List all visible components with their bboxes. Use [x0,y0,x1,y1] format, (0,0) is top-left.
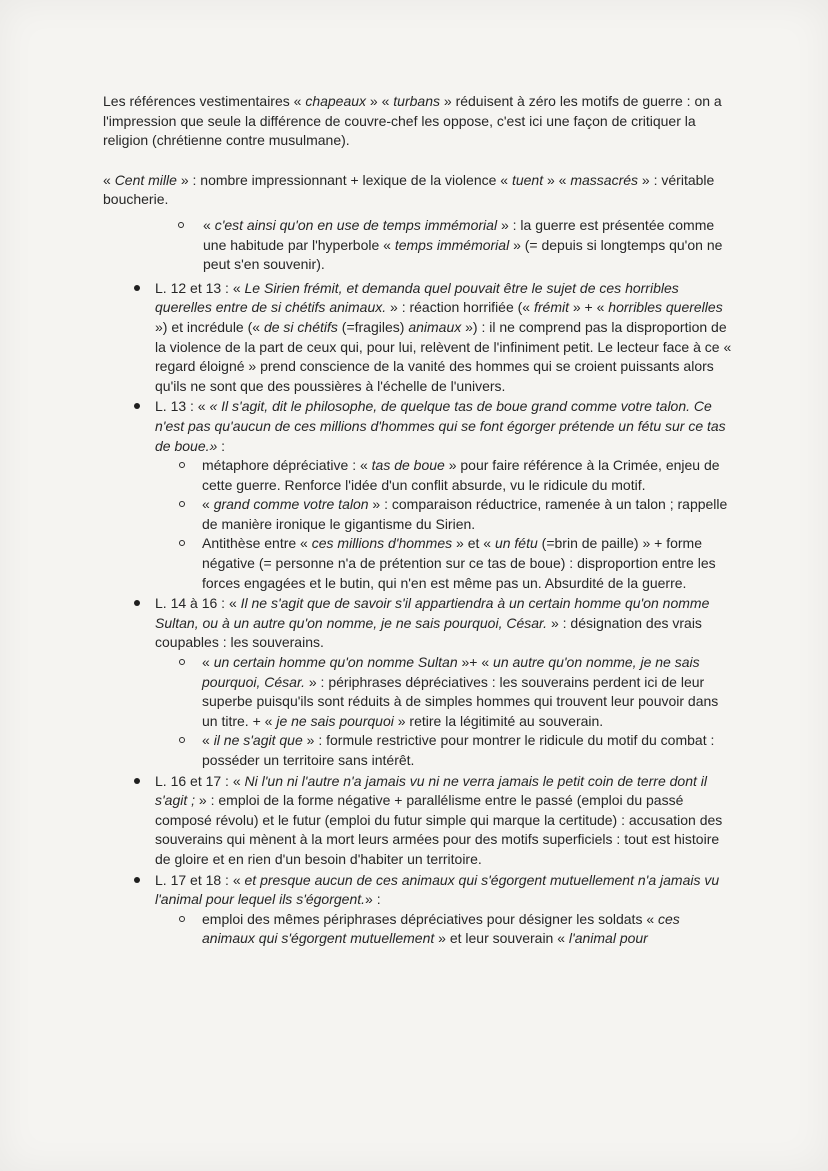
paragraph: « Cent mille » : nombre impressionnant + lexique de la violence « tuent » « massacrés » : véritable boucherie. [103,171,715,208]
sub-bullet-list [155,910,733,949]
sub-bullet-item [155,731,733,770]
sub-bullet-text: métaphore dépréciative : « tas de boue » pour faire référence à la Crimée, enjeu de cette guerre. Renforce l'idée d'un conflit absurde, vu le ridicule du motif. [202,457,720,493]
sub-bullet-text: « grand comme votre talon » : comparaison réductrice, ramenée à un talon ; rappelle de manière ironique le gigantisme du Sirien. [202,496,728,532]
bullet-item [103,871,733,949]
sub-bullet-text: « il ne s'agit que » : formule restrictive pour montrer le ridicule du motif du combat : posséder un territoire sans intérêt. [202,732,715,768]
filled-bullet-icon [134,778,140,784]
bullet-text: L. 13 : « « Il s'agit, dit le philosophe, de quelque tas de boue grand comme votre talon. Ce n'est pas qu'aucun de ces millions d'hommes qui se font égorger prétende un fétu sur ce tas de boue.» : [155,398,726,454]
sub-bullet-list [155,456,733,593]
paragraph: Les références vestimentaires « chapeaux » « turbans » réduisent à zéro les motifs de guerre : on a l'impression que seule la différence de couvre-chef les oppose, c'est ici une façon de critiquer la religion (chrétienne contre musulmane). [103,93,722,149]
bullet-text: L. 14 à 16 : « Il ne s'agit que de savoir s'il appartiendra à un certain homme qu'on nomme Sultan, ou à un autre qu'on nomme, je ne sais pourquoi, César. » : désignation des vrais coupables : les souverains. [155,595,710,651]
filled-bullet-icon [134,877,140,883]
document-body [103,92,733,950]
bullet-text: L. 16 et 17 : « Ni l'un ni l'autre n'a jamais vu ni ne verra jamais le petit coin de terre dont il s'agit ; » : emploi de la forme négative + parallélisme entre le passé (emploi du passé composé révolu) et le futur (emploi du futur simple qui marque la certitude) : accusation des souverains qui mènent à la mort leurs armées pour des motifs superficiels : tout est histoire de gloire et en rien d'un besoin d'habiter un territoire. [155,772,723,867]
bullet-text: L. 17 et 18 : « et presque aucun de ces animaux qui s'égorgent mutuellement n'a jamais vu l'animal pour lequel ils s'égorgent.» : [155,871,720,908]
sub-bullet-item [155,495,733,534]
hollow-bullet-icon [179,659,185,665]
bullet-item [103,279,733,397]
sub-bullet-list [155,653,733,771]
hollow-bullet-icon [179,462,185,468]
filled-bullet-icon [134,600,140,606]
filled-bullet-icon [134,285,140,291]
hollow-bullet-icon [178,222,184,228]
bullet-text: L. 12 et 13 : « Le Sirien frémit, et demanda quel pouvait être le sujet de ces horribles querelles entre de si chétifs animaux. » : réaction horrifiée (« frémit » + « horribles querelles ») et incrédule (« de si chétifs (=fragiles) animaux ») : il ne comprend pas la disproportion de la violence de la part de ceux qui, pour lui, relèvent de l'infiniment petit. Le lecteur face à ce « regard éloigné » prend conscience de la vanité des hommes qui se croient puissants alors qu'ils ne sont que des poussières à l'échelle de l'univers. [155,279,732,394]
hollow-bullet-icon [179,540,185,546]
sub-bullet-item [155,534,733,593]
bullet-item [103,772,733,870]
bullet-list [103,279,733,949]
bullet-item [103,594,733,770]
sub-bullet-text: « c'est ainsi qu'on en use de temps immémorial » : la guerre est présentée comme une habitude par l'hyperbole « temps immémorial » (= depuis si longtemps qu'on ne peut s'en souvenir). [203,216,723,273]
hollow-bullet-icon [179,737,185,743]
sub-bullet-text: emploi des mêmes périphrases dépréciatives pour désigner les soldats « ces animaux qui s'égorgent mutuellement » et leur souverain « l'animal pour [202,910,680,947]
bullet-item [103,397,733,593]
hollow-bullet-icon [179,916,185,922]
sub-bullet-item [103,216,733,275]
hollow-bullet-icon [179,501,185,507]
sub-bullet-item [155,456,733,495]
sub-bullet-text: Antithèse entre « ces millions d'hommes » et « un fétu (=brin de paille) » + forme négative (= personne n'a de prétention sur ce tas de boue) : disproportion entre les forces engagées et le butin, qui n'en est même pas un. Absurdité de la guerre. [202,535,716,591]
intro-sub-list [103,216,733,275]
filled-bullet-icon [134,403,140,409]
sub-bullet-item [155,910,733,949]
sub-bullet-item [155,653,733,731]
sub-bullet-text: « un certain homme qu'on nomme Sultan »+ « un autre qu'on nomme, je ne sais pourquoi, César. » : périphrases dépréciatives : les souverains perdent ici de leur superbe puisqu'ils sont réduits à de simples hommes qui trouvent leur pouvoir dans un titre. + « je ne sais pourquoi » retire la légitimité au souverain. [202,654,719,729]
